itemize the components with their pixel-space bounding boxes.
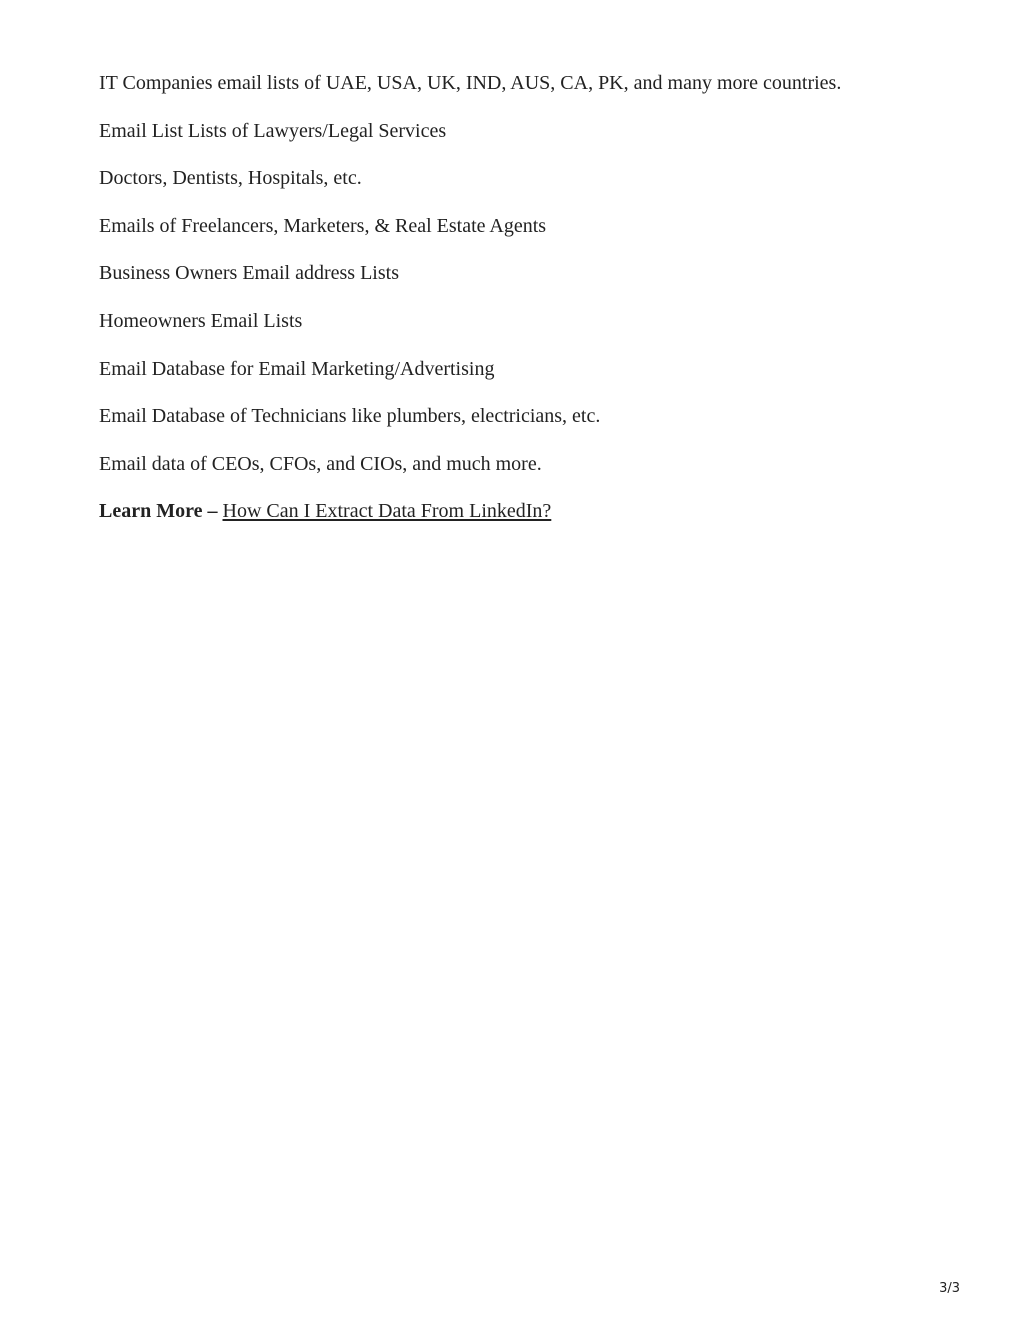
paragraph-doctors: Doctors, Dentists, Hospitals, etc. [99,167,362,190]
learn-more-line [99,498,979,524]
paragraph-freelancers: Emails of Freelancers, Marketers, & Real Estate Agents [99,214,547,237]
paragraph-business-owners: Business Owners Email address Lists [99,262,399,285]
learn-more-label: Learn More [99,500,203,523]
paragraph-executives: Email data of CEOs, CFOs, and CIOs, and much more. [99,452,542,475]
paragraph-email-marketing: Email Database for Email Marketing/Advertising [99,357,495,380]
paragraph-lawyers: Email List Lists of Lawyers/Legal Services [99,119,447,142]
learn-more-link[interactable]: How Can I Extract Data From LinkedIn? [222,500,552,523]
document-body [99,70,979,546]
paragraph-homeowners: Homeowners Email Lists [99,309,303,332]
paragraph-it-companies: IT Companies email lists of UAE, USA, UK, IND, AUS, CA, PK, and many more countries. [99,72,842,94]
paragraph-technicians: Email Database of Technicians like plumbers, electricians, etc. [99,405,601,428]
page-number: 3/3 [939,1281,960,1296]
learn-more-separator: – [202,500,223,523]
